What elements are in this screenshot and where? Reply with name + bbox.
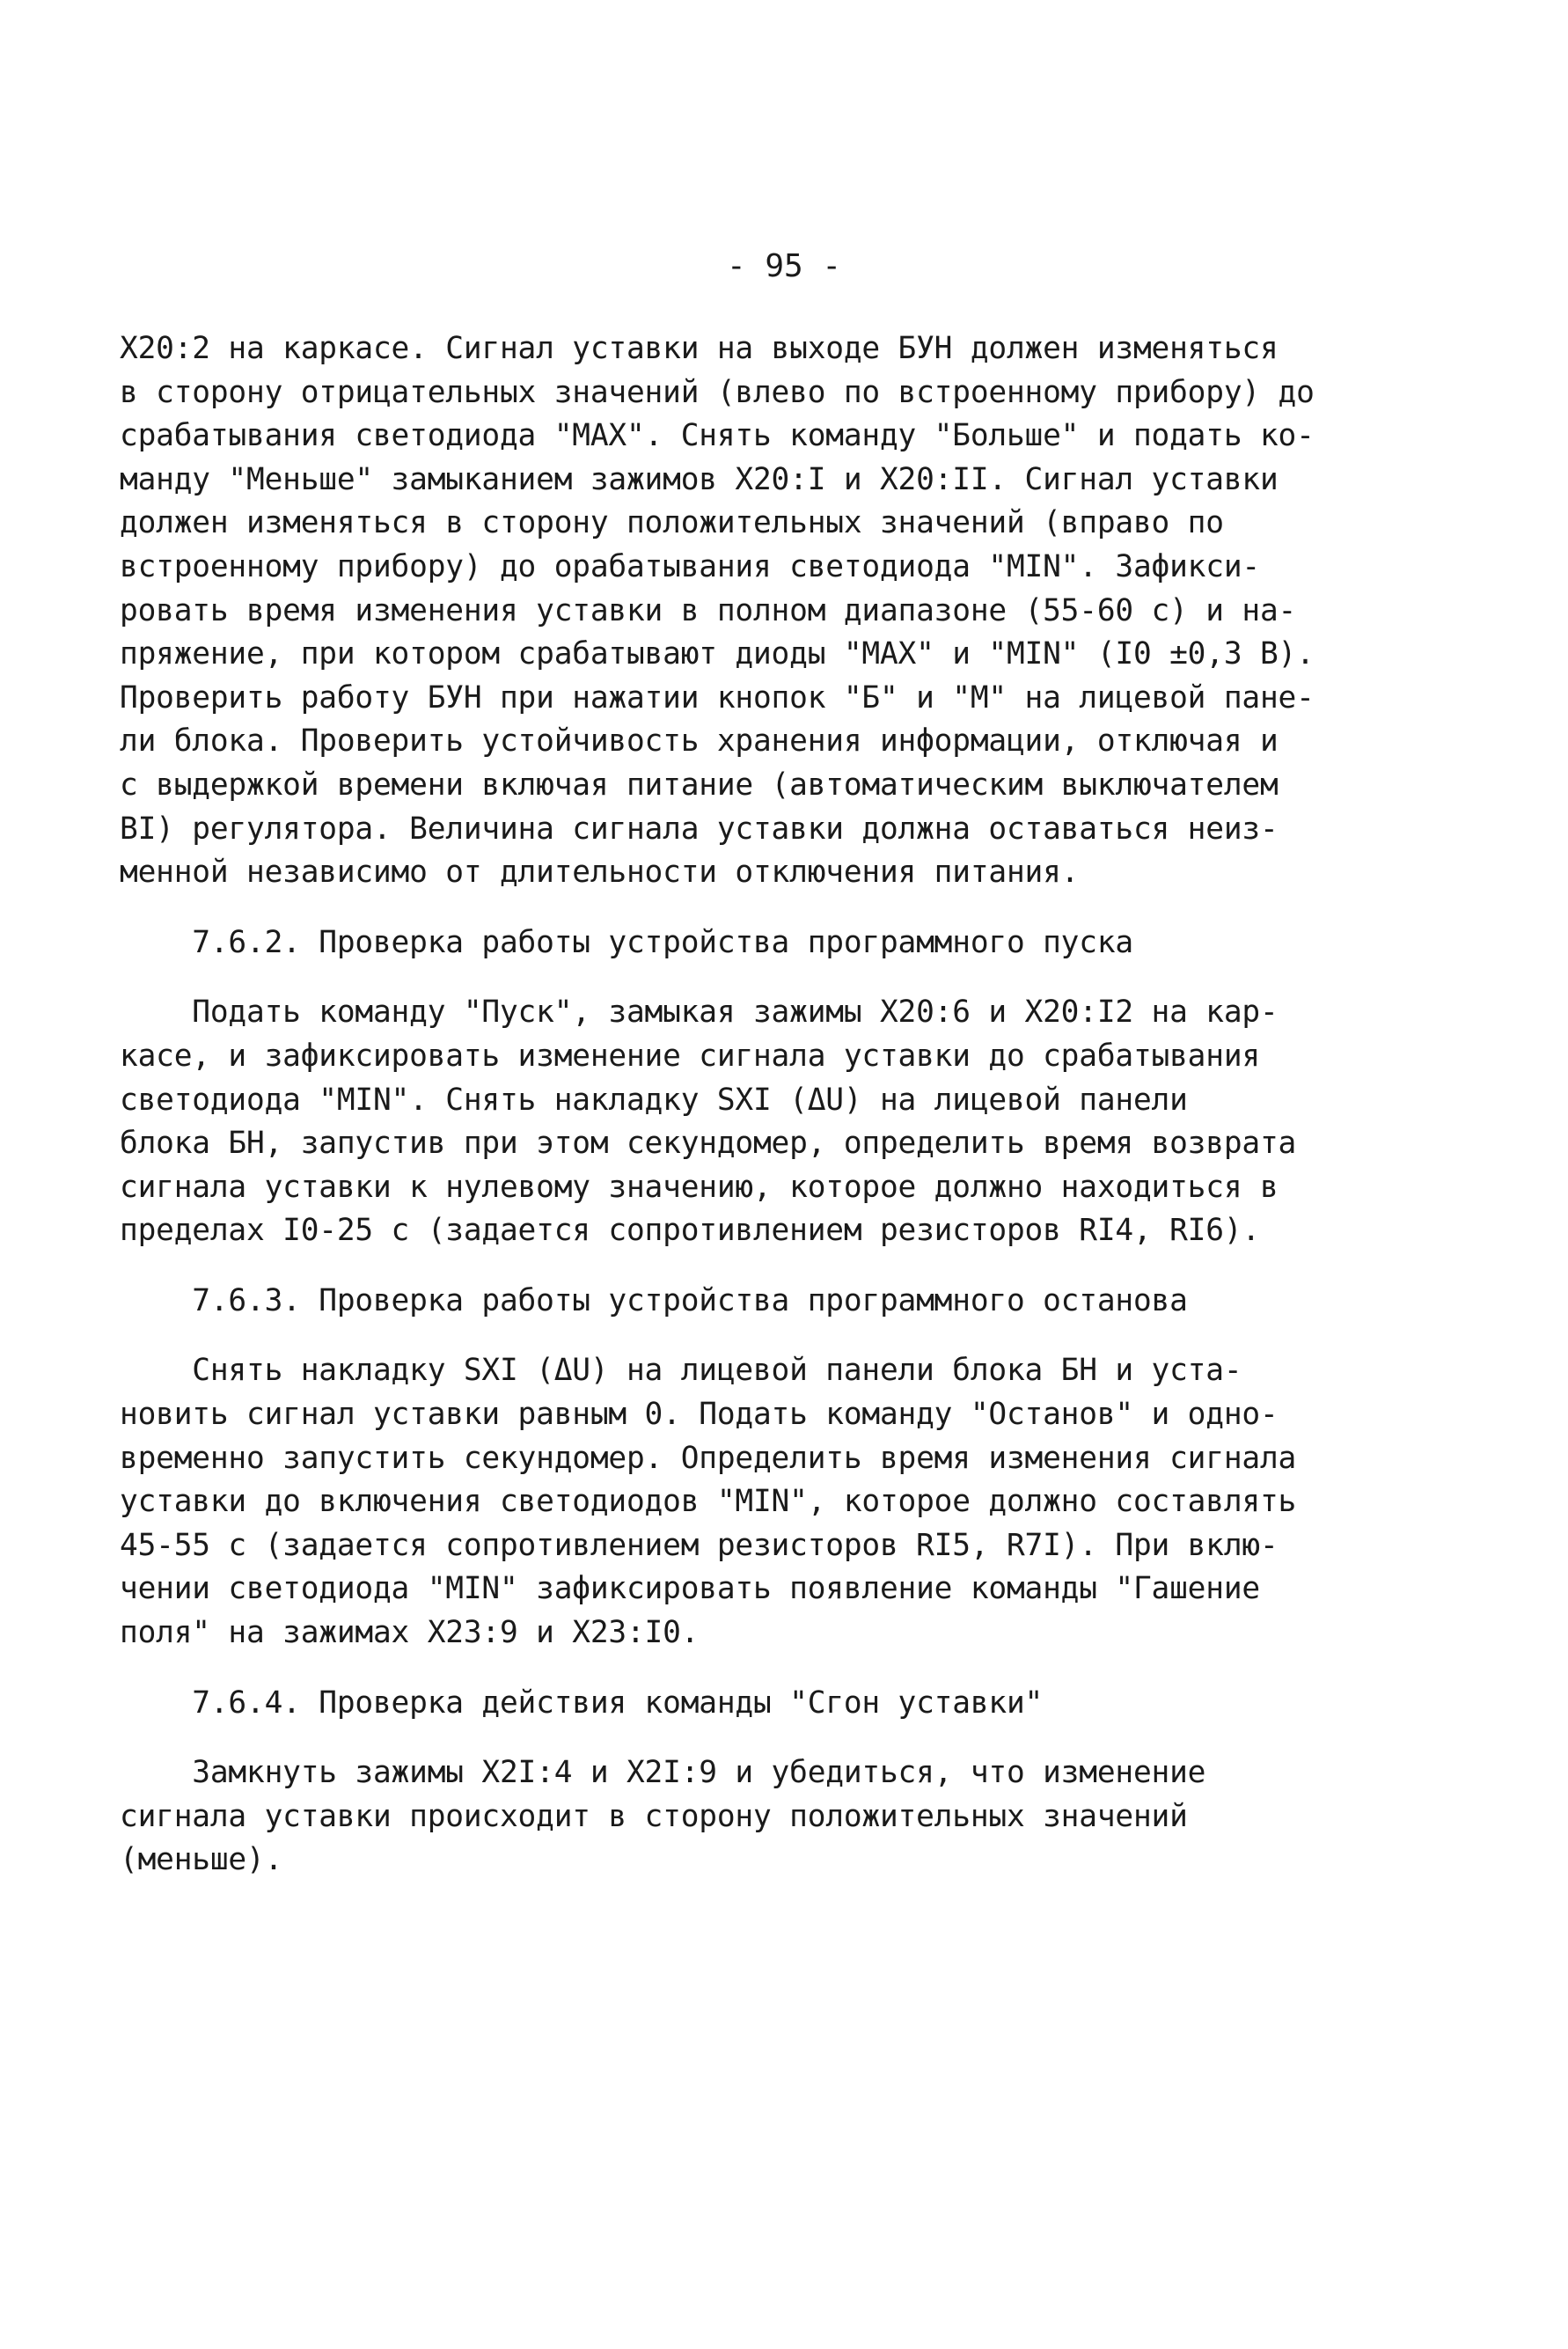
text-line: касе, и зафиксировать изменение сигнала уставки до срабатывания [120, 1038, 1260, 1074]
text-line: ли блока. Проверить устойчивость хранения информации, отключая и [120, 723, 1279, 760]
text-line: 45-55 с (задается сопротивлением резисторов RI5, R7I). При вклю- [120, 1527, 1279, 1563]
text-line: ровать время изменения уставки в полном диапазоне (55-60 с) и на- [120, 592, 1297, 628]
text-line: блока БН, запустив при этом секундомер, определить время возврата [120, 1126, 1297, 1162]
paragraph-setpoint-run [120, 1751, 1290, 1883]
heading-line: 7.6.4. Проверка действия команды "Сгон уставки" [120, 1685, 1044, 1721]
text-line: поля" на зажимах Х23:9 и Х23:I0. [120, 1615, 700, 1651]
text-line: временно запустить секундомер. Определить время изменения сигнала [120, 1440, 1297, 1476]
text-line: пределах I0-25 с (задается сопротивлением резисторов RI4, RI6). [120, 1213, 1260, 1249]
text-line: пряжение, при котором срабатывают диоды "МАХ" и "MIN" (I0 ±0,3 В). [120, 636, 1315, 672]
text-line: в сторону отрицательных значений (влево по встроенному прибору) до [120, 374, 1315, 410]
text-line: Х20:2 на каркасе. Сигнал уставки на выходе БУН должен изменяться [120, 331, 1279, 366]
paragraph-program-stop [120, 1349, 1297, 1655]
text-line: Проверить работу БУН при нажатии кнопок "Б" и "М" на лицевой пане- [120, 679, 1315, 716]
text-line: (меньше). [120, 1842, 283, 1878]
text-line: новить сигнал уставки равным 0. Подать команду "Останов" и одно- [120, 1397, 1279, 1433]
text-line: манду "Меньше" замыканием зажимов Х20:I и Х20:II. Сигнал уставки [120, 461, 1279, 497]
paragraph-program-start [120, 991, 1297, 1253]
paragraph-intro [120, 327, 1315, 895]
text-line: чении светодиода "MIN" зафиксировать появление команды "Гашение [120, 1571, 1260, 1607]
text-line: сигнала уставки происходит в сторону положительных значений [120, 1798, 1188, 1834]
text-line: Снять накладку SXI (ΔU) на лицевой панели блока БН и уста- [120, 1353, 1242, 1389]
heading-line: 7.6.2. Проверка работы устройства программного пуска [120, 924, 1133, 960]
text-line: с выдержкой времени включая питание (автоматическим выключателем [120, 767, 1279, 803]
section-heading-7-6-2 [120, 921, 1290, 965]
section-heading-7-6-4 [120, 1682, 1290, 1726]
text-body [120, 327, 1315, 1883]
text-line: Замкнуть зажимы Х2I:4 и Х2I:9 и убедиться, что изменение [120, 1755, 1206, 1791]
page-number: - 95 - [726, 248, 842, 284]
heading-line: 7.6.3. Проверка работы устройства программного останова [120, 1282, 1188, 1318]
section-heading-7-6-3 [120, 1280, 1290, 1324]
text-line: BI) регулятора. Величина сигнала уставки должна оставаться неиз- [120, 811, 1279, 847]
text-line: светодиода "MIN". Снять накладку SXI (ΔU) на лицевой панели [120, 1082, 1188, 1118]
text-line: сигнала уставки к нулевому значению, которое должно находиться в [120, 1169, 1279, 1205]
text-line: срабатывания светодиода "МАХ". Снять команду "Больше" и подать ко- [120, 418, 1315, 454]
text-line: менной независимо от длительности отключения питания. [120, 855, 1080, 891]
text-line: встроенному прибору) до орабатывания светодиода "MIN". Зафикси- [120, 548, 1260, 584]
text-line: Подать команду "Пуск", замыкая зажимы Х20:6 и Х20:I2 на кар- [120, 995, 1279, 1031]
text-line: уставки до включения светодиодов "MIN", которое должно составлять [120, 1484, 1297, 1520]
text-line: должен изменяться в сторону положительных значений (вправо по [120, 505, 1224, 541]
